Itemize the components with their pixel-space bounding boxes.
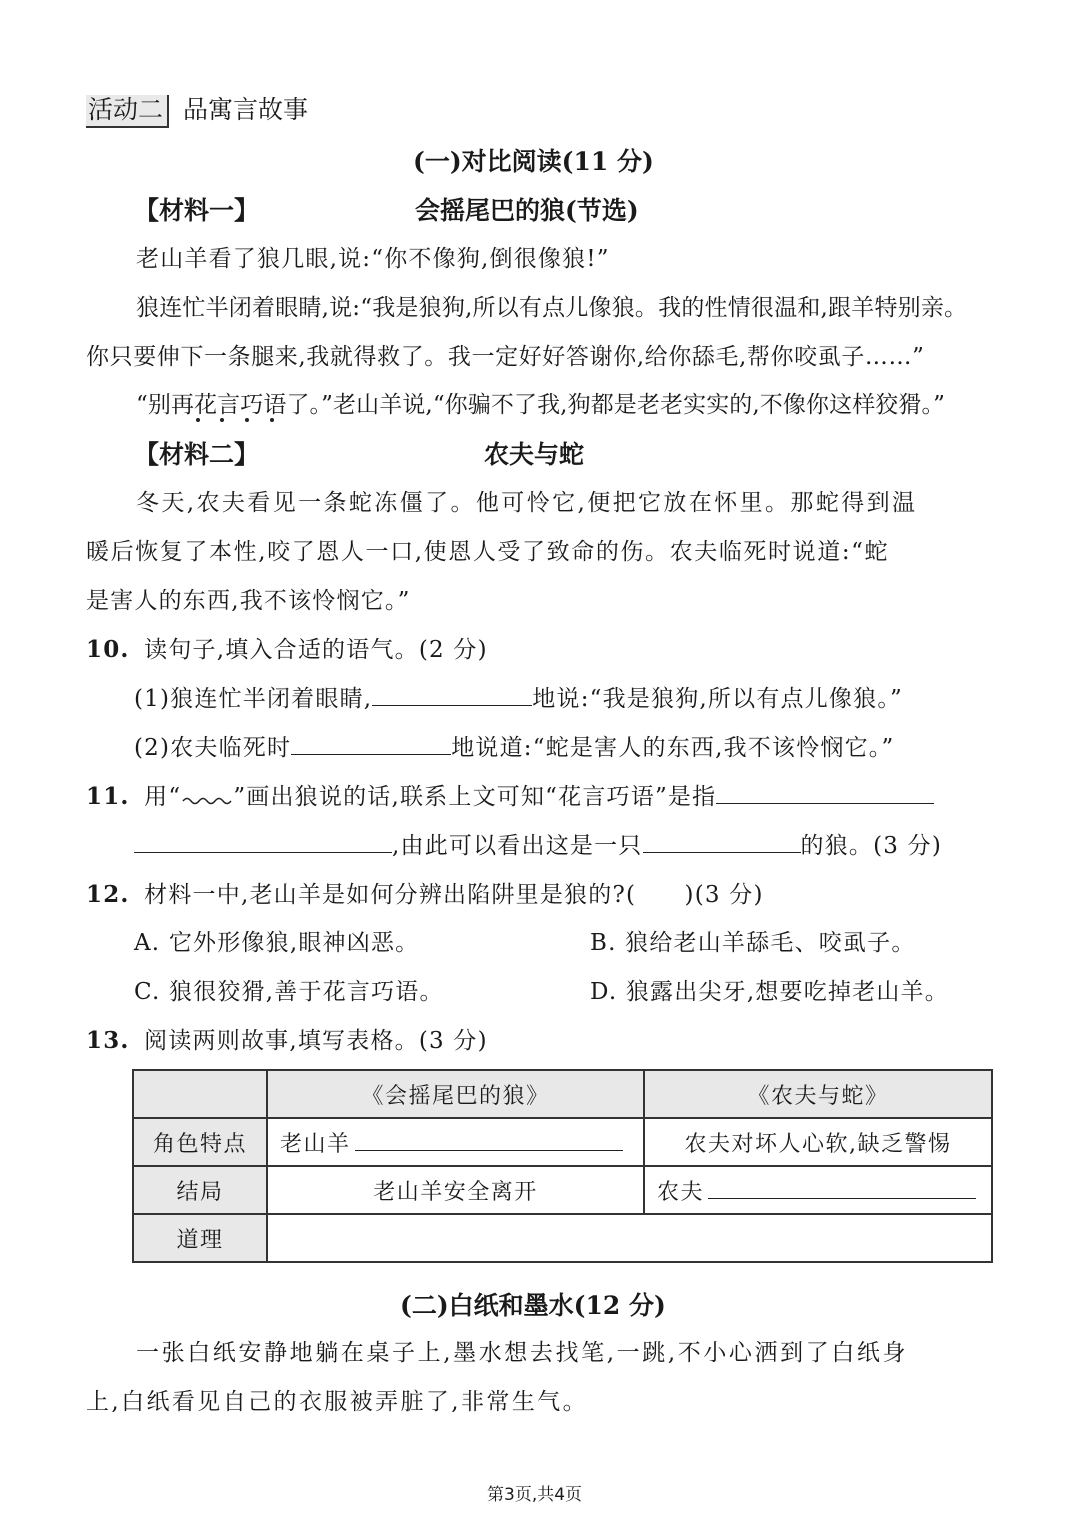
material2-label: 【材料二】 <box>134 440 260 469</box>
question-number: 11. <box>86 783 130 810</box>
table-corner-cell <box>133 1070 267 1118</box>
question-10 <box>86 631 488 664</box>
sentence-part: (2)农夫临死时 <box>134 735 292 761</box>
question-text: 阅读两则故事,填写表格。(3 分) <box>144 1028 488 1054</box>
question-11-line2 <box>134 827 942 860</box>
answer-blank[interactable] <box>708 1176 976 1199</box>
section2-line2: 上,白纸看见自己的衣服被弄脏了,非常生气。 <box>86 1389 589 1415</box>
answer-blank[interactable] <box>134 830 392 853</box>
option-b[interactable]: B. 狼给老山羊舔毛、咬虱子。 <box>590 930 916 956</box>
question-text: ,由此可以看出这是一只 <box>392 833 643 859</box>
comparison-table <box>132 1069 993 1263</box>
row-header-ending: 结局 <box>133 1166 267 1214</box>
question-text: 读句子,填入合适的语气。(2 分) <box>144 637 488 663</box>
answer-blank[interactable] <box>372 683 532 706</box>
question-11 <box>86 778 934 811</box>
page-footer: 第3页,共4页 <box>487 1485 583 1505</box>
answer-blank[interactable] <box>291 732 451 755</box>
cell-text: 老山羊 <box>280 1131 351 1157</box>
material2-line1: 冬天,农夫看见一条蛇冻僵了。他可怜它,便把它放在怀里。那蛇得到温 <box>136 490 918 516</box>
activity-title: 品寓言故事 <box>182 95 308 124</box>
table-cell: 农夫对坏人心软,缺乏警惕 <box>644 1118 992 1166</box>
row-header-moral: 道理 <box>133 1214 267 1262</box>
question-text: ”画出狼说的话,联系上文可知“花言巧语”是指 <box>233 784 717 810</box>
row-header-traits: 角色特点 <box>133 1118 267 1166</box>
option-a[interactable]: A. 它外形像狼,眼神凶恶。 <box>134 930 420 956</box>
question-number: 12. <box>86 881 130 908</box>
material1-paragraph1: 老山羊看了狼几眼,说:“你不像狗,倒很像狼!” <box>136 246 610 272</box>
question-10-sentence-1 <box>134 680 903 713</box>
sentence-part: 地说道:“蛇是害人的东西,我不该怜悯它。” <box>451 735 895 761</box>
section2-line1: 一张白纸安静地躺在桌子上,墨水想去找笔,一跳,不小心洒到了白纸身 <box>136 1340 909 1366</box>
sentence-part: 地说:“我是狼狗,所以有点儿像狼。” <box>532 686 903 712</box>
wavy-underline-icon <box>181 794 233 808</box>
material1-paragraph2-line1: 狼连忙半闭着眼睛,说:“我是狼狗,所以有点儿像狼。我的性情很温和,跟羊特别亲。 <box>136 295 968 321</box>
sentence-part: (1)狼连忙半闭着眼睛, <box>134 686 373 712</box>
question-text: 的狼。(3 分) <box>800 833 943 859</box>
material2-line2: 暖后恢复了本性,咬了恩人一口,使恩人受了致命的伤。农夫临死时说道:“蛇 <box>86 539 890 565</box>
activity-header <box>86 90 308 126</box>
question-text: 材料一中,老山羊是如何分辨出陷阱里是狼的?( )(3 分) <box>144 882 764 908</box>
material1-paragraph2-line2: 你只要伸下一条腿来,我就得救了。我一定好好答谢你,给你舔毛,帮你咬虱子……” <box>86 344 925 370</box>
table-cell: 老山羊安全离开 <box>267 1166 644 1214</box>
question-number: 13. <box>86 1027 130 1054</box>
table-cell[interactable] <box>267 1118 644 1166</box>
question-13 <box>86 1022 488 1055</box>
section-title-contrast-reading: (一)对比阅读(11 分) <box>413 147 654 176</box>
material2-title: 农夫与蛇 <box>484 440 585 469</box>
table-header-farmer: 《农夫与蛇》 <box>644 1070 992 1118</box>
material1-title: 会摇尾巴的狼(节选) <box>415 196 639 225</box>
option-d[interactable]: D. 狼露出尖牙,想要吃掉老山羊。 <box>590 979 949 1005</box>
emphasis-dot <box>245 418 249 422</box>
table-cell[interactable] <box>644 1166 992 1214</box>
material1-paragraph3: “别再花言巧语了。”老山羊说,“你骗不了我,狗都是老老实实的,不像你这样狡猾。” <box>136 392 945 418</box>
section-title-paper-and-ink: (二)白纸和墨水(12 分) <box>400 1291 666 1320</box>
table-cell-answer[interactable] <box>267 1214 992 1262</box>
option-c[interactable]: C. 狼很狡猾,善于花言巧语。 <box>134 979 444 1005</box>
answer-blank[interactable] <box>355 1128 623 1151</box>
table-header-wolf: 《会摇尾巴的狼》 <box>267 1070 644 1118</box>
emphasis-dot <box>220 418 224 422</box>
emphasis-dot <box>196 418 200 422</box>
question-12 <box>86 876 764 909</box>
activity-tag: 活动二 <box>86 95 169 128</box>
question-text: 用“ <box>144 784 182 810</box>
question-number: 10. <box>86 636 130 663</box>
material2-line3: 是害人的东西,我不该怜悯它。” <box>86 588 411 614</box>
table-row <box>133 1070 992 1118</box>
emphasis-dot <box>270 418 274 422</box>
table-row <box>133 1166 992 1214</box>
answer-blank[interactable] <box>716 781 934 804</box>
cell-text: 农夫 <box>657 1179 705 1205</box>
answer-blank[interactable] <box>643 830 801 853</box>
material1-label: 【材料一】 <box>134 196 260 225</box>
question-10-sentence-2 <box>134 729 894 762</box>
table-row <box>133 1214 992 1262</box>
table-row <box>133 1118 992 1166</box>
